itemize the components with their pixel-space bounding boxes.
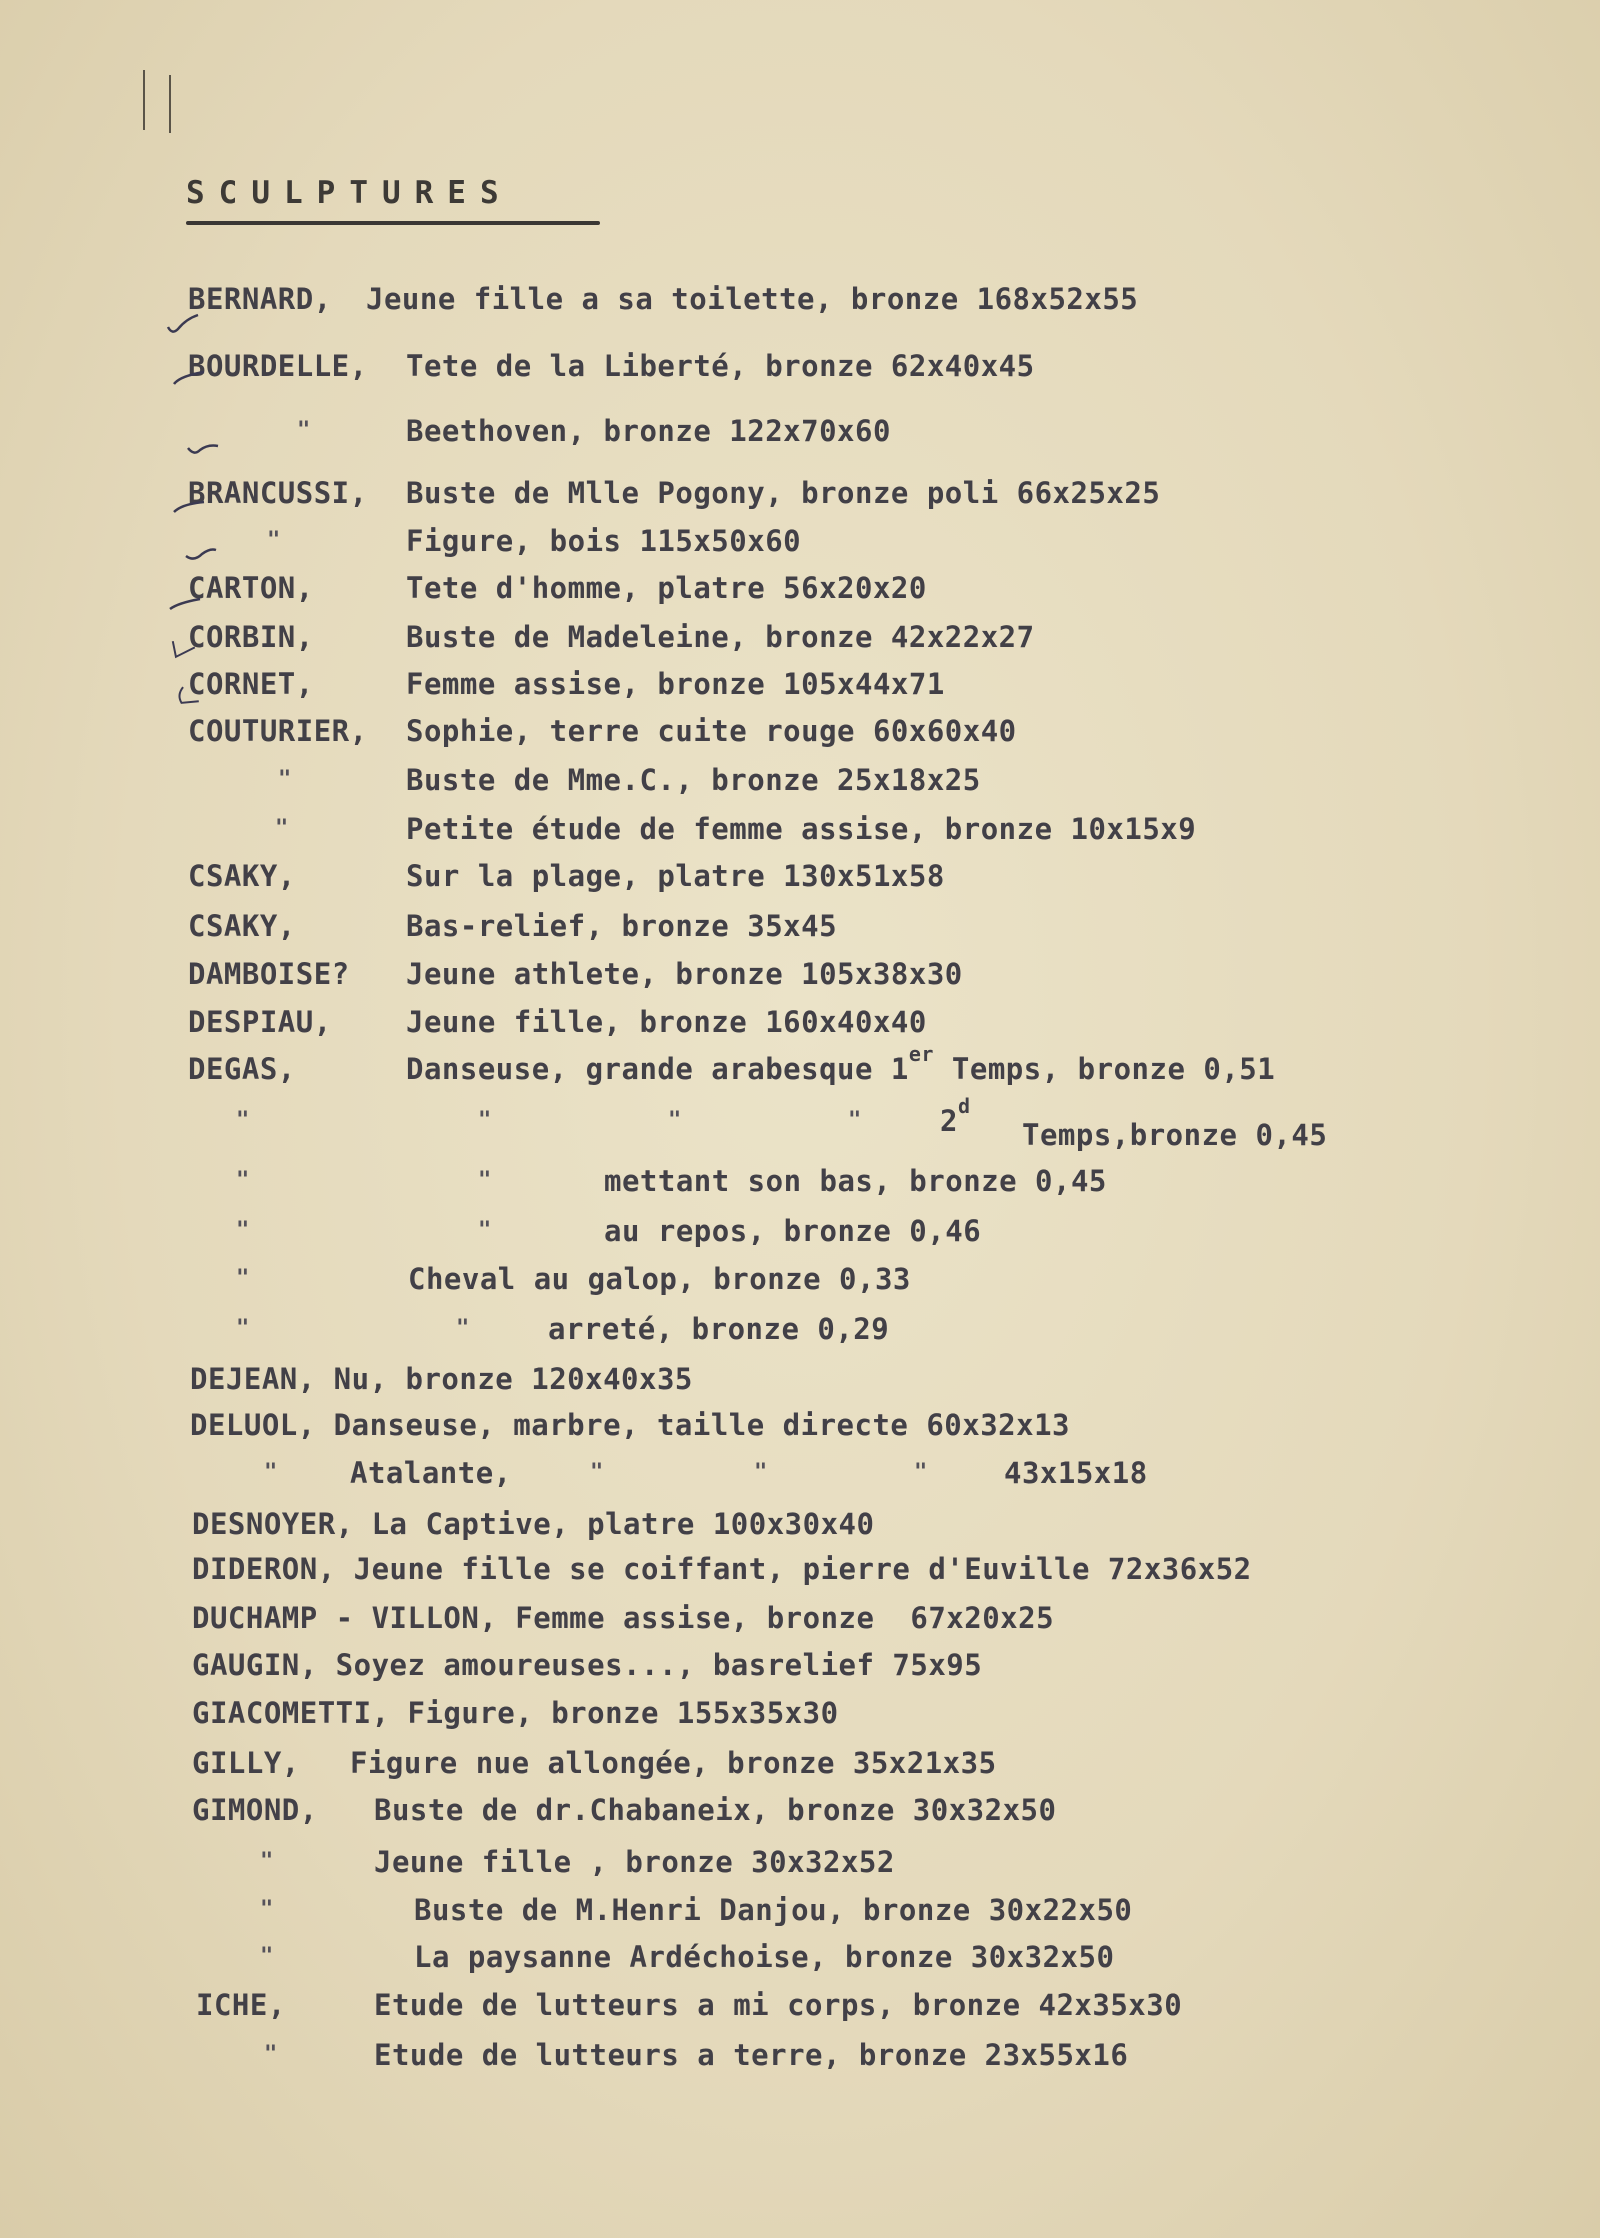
ditto-mark: ": [478, 1168, 492, 1193]
work-description: Petite étude de femme assise, bronze 10x15x9: [406, 812, 1197, 846]
list-item: [0, 1552, 1600, 1592]
entry-line: GIACOMETTI, Figure, bronze 155x35x30: [192, 1696, 839, 1730]
artist-name: CSAKY,: [188, 909, 296, 943]
list-item: [0, 414, 1600, 454]
work-description: [406, 1042, 1276, 1086]
artist-name: GILLY,: [192, 1746, 300, 1780]
list-item: [0, 1262, 1600, 1302]
ditto-mark: ": [278, 767, 292, 792]
work-description: Buste de Mlle Pogony, bronze poli 66x25x25: [406, 476, 1161, 510]
ditto-mark: ": [236, 1218, 250, 1243]
artist-name: BRANCUSSI,: [188, 476, 368, 510]
work-description: Tete d'homme, platre 56x20x20: [406, 571, 927, 605]
ditto-mark: ": [848, 1108, 862, 1133]
work-description: Buste de M.Henri Danjou, bronze 30x22x50: [414, 1893, 1133, 1927]
work-detail: Temps, bronze 0,51: [933, 1052, 1276, 1086]
work-description: La paysanne Ardéchoise, bronze 30x32x50: [414, 1940, 1115, 1974]
list-item: [0, 1042, 1600, 1096]
ditto-mark: ": [297, 418, 311, 443]
ditto-mark: ": [260, 1849, 274, 1874]
entry-line: DUCHAMP - VILLON, Femme assise, bronze 67x20x25: [192, 1601, 1055, 1635]
list-item: [0, 812, 1600, 852]
pencil-mark: [143, 70, 145, 130]
entry-line: GAUGIN, Soyez amoureuses..., basrelief 75x95: [192, 1648, 983, 1682]
ordinal-superscript: er: [908, 1042, 934, 1066]
work-description: mettant son bas, bronze 0,45: [604, 1164, 1107, 1198]
work-description: Buste de Mme.C., bronze 25x18x25: [406, 763, 981, 797]
check-mark-icon: [186, 438, 220, 460]
document-heading: SCULPTURES: [186, 175, 513, 211]
list-item: [0, 909, 1600, 949]
list-item: [0, 1362, 1600, 1402]
pencil-mark: [169, 75, 171, 133]
work-description: Jeune athlete, bronze 105x38x30: [406, 957, 963, 991]
ditto-mark: ": [264, 1460, 278, 1485]
check-mark-icon: [172, 368, 206, 390]
ditto-mark: ": [478, 1218, 492, 1243]
list-item: [0, 1094, 1600, 1164]
heading-underline: [186, 221, 600, 225]
list-item: [0, 1312, 1600, 1352]
list-item: [0, 859, 1600, 899]
artist-name: COUTURIER,: [188, 714, 368, 748]
list-item: [0, 1648, 1600, 1688]
ditto-mark: ": [267, 528, 281, 553]
list-item: [0, 1164, 1600, 1204]
list-item: [0, 1940, 1600, 1980]
ditto-mark: ": [914, 1460, 928, 1485]
list-item: [0, 1696, 1600, 1736]
artist-name: DESPIAU,: [188, 1005, 332, 1039]
artist-name: CSAKY,: [188, 859, 296, 893]
ditto-mark: ": [275, 816, 289, 841]
entry-line: DEJEAN, Nu, bronze 120x40x35: [190, 1362, 693, 1396]
work-description: Etude de lutteurs a terre, bronze 23x55x16: [374, 2038, 1129, 2072]
artist-name: DEGAS,: [188, 1052, 296, 1086]
artist-name: ICHE,: [196, 1988, 286, 2022]
work-description: Temps,bronze 0,45: [1022, 1118, 1328, 1152]
dimensions: 43x15x18: [1004, 1456, 1148, 1490]
list-item: [0, 1746, 1600, 1786]
ditto-mark: ": [668, 1108, 682, 1133]
work-description: Tete de la Liberté, bronze 62x40x45: [406, 349, 1035, 383]
artist-name: GIMOND,: [192, 1793, 318, 1827]
list-item: [0, 1456, 1600, 1496]
entry-line: DIDERON, Jeune fille se coiffant, pierre d'Euville 72x36x52: [192, 1552, 1252, 1586]
list-item: [0, 620, 1600, 660]
list-item: [0, 1507, 1600, 1547]
work-description: Sur la plage, platre 130x51x58: [406, 859, 945, 893]
work-description: Jeune fille, bronze 160x40x40: [406, 1005, 927, 1039]
work-description: Sophie, terre cuite rouge 60x60x40: [406, 714, 1017, 748]
work-description: Jeune fille a sa toilette, bronze 168x52x55: [366, 282, 1139, 316]
ditto-mark: ": [456, 1316, 470, 1341]
list-item: [0, 2038, 1600, 2078]
ditto-mark: ": [754, 1460, 768, 1485]
ordinal-number: [940, 1094, 971, 1138]
ditto-mark: ": [264, 2042, 278, 2067]
list-item: [0, 349, 1600, 389]
list-item: [0, 1601, 1600, 1641]
ditto-mark: ": [590, 1460, 604, 1485]
ordinal-digit: 2: [940, 1104, 958, 1138]
list-item: [0, 1845, 1600, 1885]
list-item: [0, 1005, 1600, 1045]
work-description: Figure, bois 115x50x60: [406, 524, 802, 558]
list-item: [0, 1214, 1600, 1254]
list-item: [0, 1408, 1600, 1448]
ditto-mark: ": [260, 1944, 274, 1969]
work-description: Femme assise, bronze 105x44x71: [406, 667, 945, 701]
entry-line: DESNOYER, La Captive, platre 100x30x40: [192, 1507, 875, 1541]
work-description: au repos, bronze 0,46: [604, 1214, 982, 1248]
work-description: Beethoven, bronze 122x70x60: [406, 414, 891, 448]
artist-name: CORBIN,: [188, 620, 314, 654]
list-item: [0, 1988, 1600, 2028]
work-description: Atalante,: [350, 1456, 512, 1490]
check-mark-icon: [184, 544, 218, 566]
list-item: [0, 667, 1600, 707]
artist-name: BERNARD,: [188, 282, 332, 316]
ditto-mark: ": [236, 1108, 250, 1133]
work-description: Cheval au galop, bronze 0,33: [408, 1262, 911, 1296]
list-item: [0, 957, 1600, 997]
list-item: [0, 571, 1600, 611]
work-title: Danseuse, grande arabesque 1: [406, 1052, 909, 1086]
check-mark-icon: [172, 498, 206, 520]
list-item: [0, 1893, 1600, 1933]
check-mark-icon: [168, 593, 202, 615]
check-mark-icon: [170, 684, 204, 706]
ditto-mark: ": [236, 1168, 250, 1193]
list-item: [0, 476, 1600, 516]
artist-name: DAMBOISE?: [188, 957, 350, 991]
list-item: [0, 763, 1600, 803]
work-description: Buste de Madeleine, bronze 42x22x27: [406, 620, 1035, 654]
check-mark-icon: [166, 638, 200, 660]
artist-name: CORNET,: [188, 667, 314, 701]
list-item: [0, 1793, 1600, 1833]
work-description: Jeune fille , bronze 30x32x52: [374, 1845, 895, 1879]
work-description: arreté, bronze 0,29: [548, 1312, 890, 1346]
work-description: Etude de lutteurs a mi corps, bronze 42x35x30: [374, 1988, 1183, 2022]
list-item: [0, 714, 1600, 754]
ordinal-superscript: d: [957, 1094, 971, 1118]
ditto-mark: ": [478, 1108, 492, 1133]
work-description: Buste de dr.Chabaneix, bronze 30x32x50: [374, 1793, 1057, 1827]
entry-line: DELUOL, Danseuse, marbre, taille directe 60x32x13: [190, 1408, 1071, 1442]
artist-name: BOURDELLE,: [188, 349, 368, 383]
list-item: [0, 524, 1600, 564]
ditto-mark: ": [236, 1316, 250, 1341]
ditto-mark: ": [236, 1266, 250, 1291]
check-mark-icon: [166, 313, 200, 335]
work-description: Figure nue allongée, bronze 35x21x35: [350, 1746, 997, 1780]
list-item: [0, 282, 1600, 322]
work-description: Bas-relief, bronze 35x45: [406, 909, 838, 943]
artist-name: CARTON,: [188, 571, 314, 605]
ditto-mark: ": [260, 1897, 274, 1922]
